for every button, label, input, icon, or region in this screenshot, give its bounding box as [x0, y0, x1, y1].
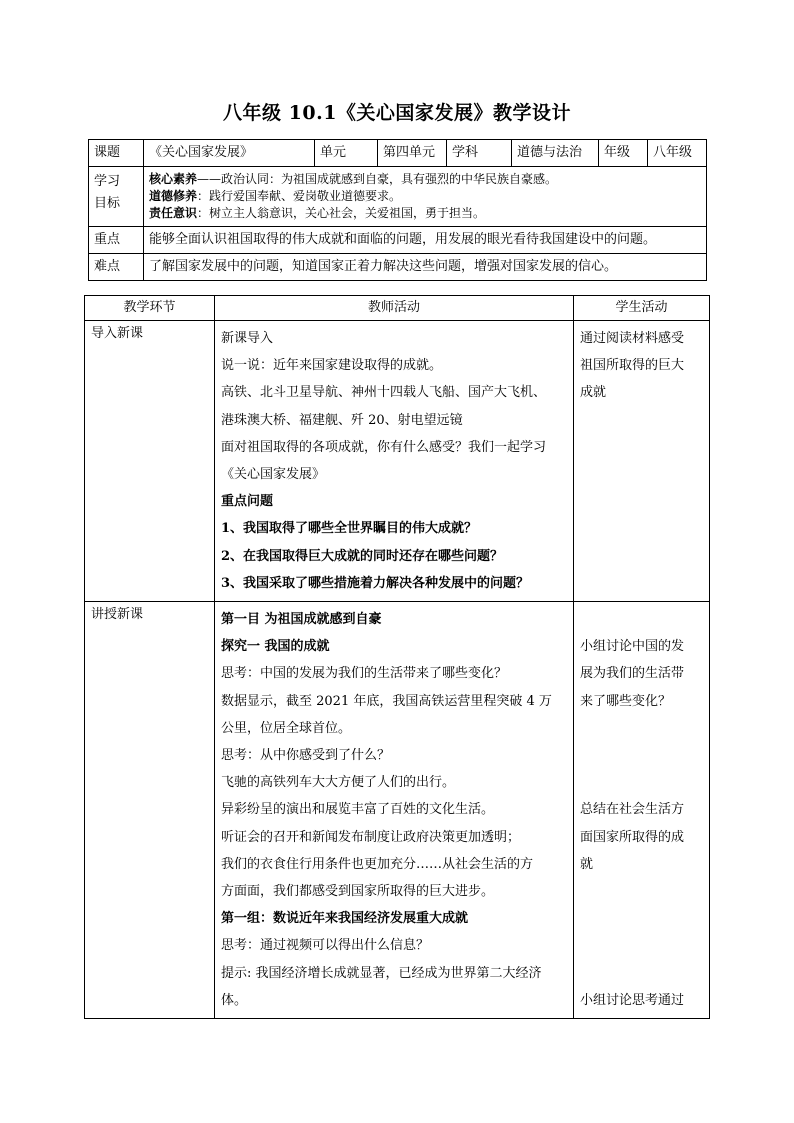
- info-row-difficulty: [89, 254, 707, 281]
- key-label: 重点: [89, 227, 144, 254]
- info-row-topic: [89, 140, 707, 167]
- teacher-line: 体。: [221, 992, 248, 1008]
- info-table: [88, 139, 707, 281]
- difficulty-value: 了解国家发展中的问题，知道国家正着力解决这些问题，增强对国家发展的信心。: [144, 254, 707, 281]
- spacer: [580, 932, 703, 959]
- goal-head: 道德修养: [149, 189, 198, 203]
- student-line: 来了哪些变化？: [580, 693, 672, 709]
- teacher-line: 探究一 我国的成就: [221, 639, 330, 655]
- header-teacher: 教师活动: [215, 296, 574, 321]
- student-line: 面国家所取得的成: [580, 829, 685, 845]
- spacer: [580, 606, 703, 633]
- grade-label: 年级: [599, 140, 648, 167]
- teacher-line: 面对祖国取得的各项成就，你有什么感受？我们一起学习: [221, 439, 547, 455]
- teacher-line: 2、在我国取得巨大成就的同时还存在哪些问题？: [221, 548, 504, 564]
- teacher-line: 我们的衣食住行用条件也更加充分……从社会生活的方: [221, 856, 534, 872]
- teacher-line: 高铁、北斗卫星导航、神州十四载人飞船、国产大飞机、: [221, 385, 547, 401]
- teacher-activity-intro: [215, 321, 574, 602]
- spacer: [580, 878, 703, 905]
- spacer: [580, 715, 703, 742]
- teacher-activity-teaching: [215, 602, 574, 1019]
- plan-row-intro: [85, 321, 710, 602]
- student-line: 通过阅读材料感受: [580, 331, 685, 346]
- spacer: [580, 742, 703, 769]
- teacher-line: 提示: 我国经济增长成就显著，已经成为世界第二大经济: [221, 965, 542, 981]
- stage-intro: 导入新课: [85, 321, 215, 602]
- goal-head: 核心素养: [149, 172, 198, 186]
- teacher-line: 听证会的召开和新闻发布制度让政府决策更加透明；: [221, 829, 521, 845]
- unit-value: 第四单元: [378, 140, 447, 167]
- student-line: 小组讨论思考通过: [580, 992, 685, 1008]
- student-line: 总结在社会生活方: [580, 802, 685, 818]
- student-line: 小组讨论中国的发: [580, 639, 685, 655]
- unit-label: 单元: [315, 140, 378, 167]
- teacher-line: 新课导入: [221, 331, 274, 346]
- subject-value: 道德与法治: [512, 140, 599, 167]
- subject-label: 学科: [447, 140, 512, 167]
- goals-label-line1: 学习: [94, 174, 121, 189]
- goal-item: [149, 171, 701, 188]
- goal-item: [149, 205, 701, 222]
- student-activity-intro: [574, 321, 710, 602]
- plan-header-row: [85, 296, 710, 321]
- spacer: [580, 905, 703, 932]
- teacher-line: 数据显示，截至 2021 年底，我国高铁运营里程突破 4 万: [221, 693, 552, 709]
- spacer: [580, 960, 703, 987]
- goal-head: 责任意识: [149, 206, 198, 220]
- goals-label-line2: 目标: [94, 196, 121, 211]
- teacher-line: 说一说：近年来国家建设取得的成就。: [221, 358, 443, 374]
- teacher-line: 思考：通过视频可以得出什么信息？: [221, 938, 430, 954]
- teacher-line: 公里，位居全球首位。: [221, 720, 352, 736]
- stage-teaching: 讲授新课: [85, 602, 215, 1019]
- teacher-line: 第一目 为祖国成就感到自豪: [221, 612, 382, 628]
- student-line: 就: [580, 856, 594, 872]
- student-activity-teaching: [574, 602, 710, 1019]
- key-value: 能够全面认识祖国取得的伟大成就和面临的问题，用发展的眼光看待我国建设中的问题。: [144, 227, 707, 254]
- student-line: 成就: [580, 385, 607, 401]
- difficulty-label: 难点: [89, 254, 144, 281]
- plan-row-teaching: [85, 602, 710, 1019]
- goal-body: ：践行爱国奉献、爱岗敬业道德要求。: [197, 189, 402, 203]
- info-row-goals: [89, 167, 707, 227]
- lesson-plan-table: [84, 295, 710, 1019]
- teacher-line: 1、我国取得了哪些全世界瞩目的伟大成就？: [221, 521, 478, 537]
- grade-value: 八年级: [648, 140, 707, 167]
- goals-label: [89, 167, 144, 227]
- info-row-key: [89, 227, 707, 254]
- teacher-line: 港珠澳大桥、福建舰、歼 20、射电望远镜: [221, 412, 463, 428]
- header-stage: 教学环节: [85, 296, 215, 321]
- teacher-line: 重点问题: [221, 494, 274, 510]
- teacher-line: 方面面，我们都感受到国家所取得的巨大进步。: [221, 884, 495, 900]
- topic-label: 课题: [89, 140, 144, 167]
- teacher-line: 飞驰的高铁列车大大方便了人们的出行。: [221, 775, 456, 791]
- goal-body: ——政治认同：为祖国成就感到自豪，具有强烈的中华民族自豪感。: [197, 172, 558, 186]
- topic-value: 《关心国家发展》: [144, 140, 315, 167]
- student-line: 展为我们的生活带: [580, 666, 685, 682]
- teacher-line: 3、我国采取了哪些措施着力解决各种发展中的问题？: [221, 575, 530, 591]
- header-student: 学生活动: [574, 296, 710, 321]
- teacher-line: 异彩纷呈的演出和展览丰富了百姓的文化生活。: [221, 802, 495, 818]
- teacher-line: 第一组：数说近年来我国经济发展重大成就: [221, 911, 469, 927]
- student-line: 祖国所取得的巨大: [580, 358, 685, 374]
- goals-content: [144, 167, 707, 227]
- goal-body: ：树立主人翁意识，关心社会，关爱祖国，勇于担当。: [197, 206, 486, 220]
- page-title: 八年级 10.1《关心国家发展》教学设计: [223, 102, 571, 124]
- goal-item: [149, 188, 701, 205]
- teacher-line: 思考：从中你感受到了什么？: [221, 748, 391, 764]
- teacher-line: 《关心国家发展》: [221, 467, 326, 483]
- spacer: [580, 769, 703, 796]
- teacher-line: 思考：中国的发展为我们的生活带来了哪些变化？: [221, 666, 508, 682]
